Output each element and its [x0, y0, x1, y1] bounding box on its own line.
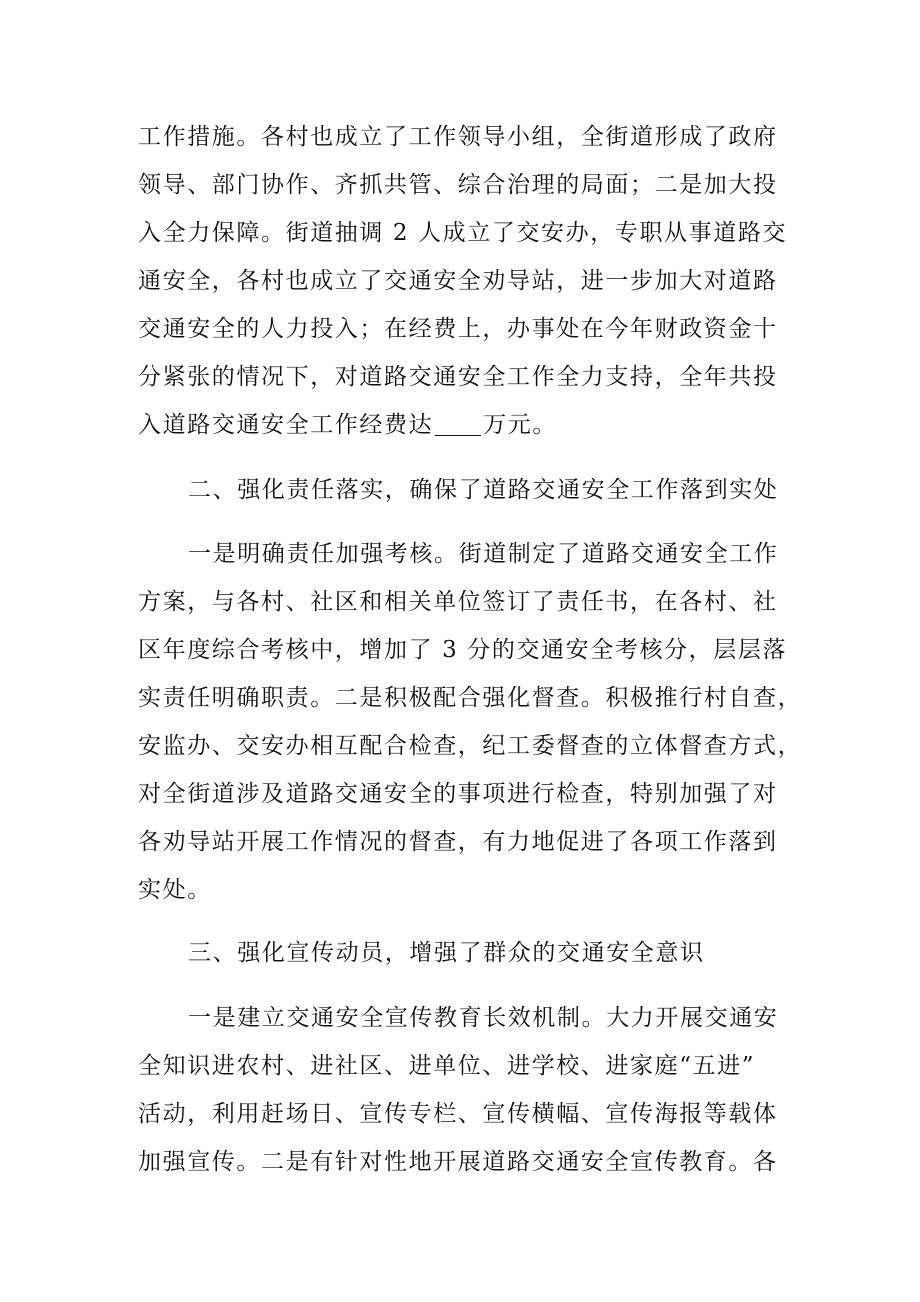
text-line: 交通安全的人力投入；在经费上，办事处在今年财政资金十 [138, 316, 778, 342]
section-heading-3 [138, 929, 783, 977]
text-line: 对全街道涉及道路交通安全的事项进行检查，特别加强了对 [138, 781, 778, 807]
paragraph-responsibility [138, 530, 803, 914]
section-heading-2 [138, 466, 783, 514]
text-line: 各劝导站开展工作情况的督查，有力地促进了各项工作落到 [138, 829, 778, 855]
paragraph-work-measures [138, 113, 788, 449]
text-line: 全知识进农村、进社区、进单位、进学校、进家庭“五进” [138, 1053, 756, 1079]
text-fragment: 入道路交通安全工作经费达 [138, 412, 434, 438]
text-line: 一是明确责任加强考核。街道制定了道路交通安全工作 [188, 541, 779, 567]
heading-text: 三、强化宣传动员，增强了群众的交通安全意识 [188, 940, 705, 966]
text-line-with-blank [138, 401, 783, 449]
text-line: 实处。 [138, 877, 212, 903]
text-line: 通安全，各村也成立了交通安全劝导站，进一步加大对道路 [138, 268, 778, 294]
text-line: 领导、部门协作、齐抓共管、综合治理的局面；二是加大投 [138, 172, 778, 198]
text-line: 一是建立交通安全宣传教育长效机制。大力开展交通安 [188, 1005, 779, 1031]
text-line: 安监办、交安办相互配合检查，纪工委督查的立体督查方式， [138, 733, 803, 759]
text-fragment: 万元。 [483, 412, 558, 438]
fill-in-blank-underline [435, 409, 481, 436]
text-line: 工作措施。各村也成立了工作领导小组，全街道形成了政府 [138, 124, 778, 150]
text-line: 方案，与各村、社区和相关单位签订了责任书，在各村、社 [138, 589, 778, 615]
text-line: 分紧张的情况下，对道路交通安全工作全力支持，全年共投 [138, 364, 778, 390]
text-line: 入全力保障。街道抽调 2 人成立了交安办，专职从事道路交 [138, 220, 788, 246]
text-line: 活动，利用赶场日、宣传专栏、宣传横幅、宣传海报等载体 [138, 1101, 778, 1127]
heading-text: 二、强化责任落实，确保了道路交通安全工作落到实处 [188, 477, 779, 503]
paragraph-publicity [138, 994, 783, 1186]
text-line: 区年度综合考核中，增加了 3 分的交通安全考核分，层层落 [138, 637, 788, 663]
text-line: 加强宣传。二是有针对性地开展道路交通安全宣传教育。各 [138, 1149, 778, 1175]
text-line: 实责任明确职责。二是积极配合强化督查。积极推行村自查， [138, 685, 803, 711]
